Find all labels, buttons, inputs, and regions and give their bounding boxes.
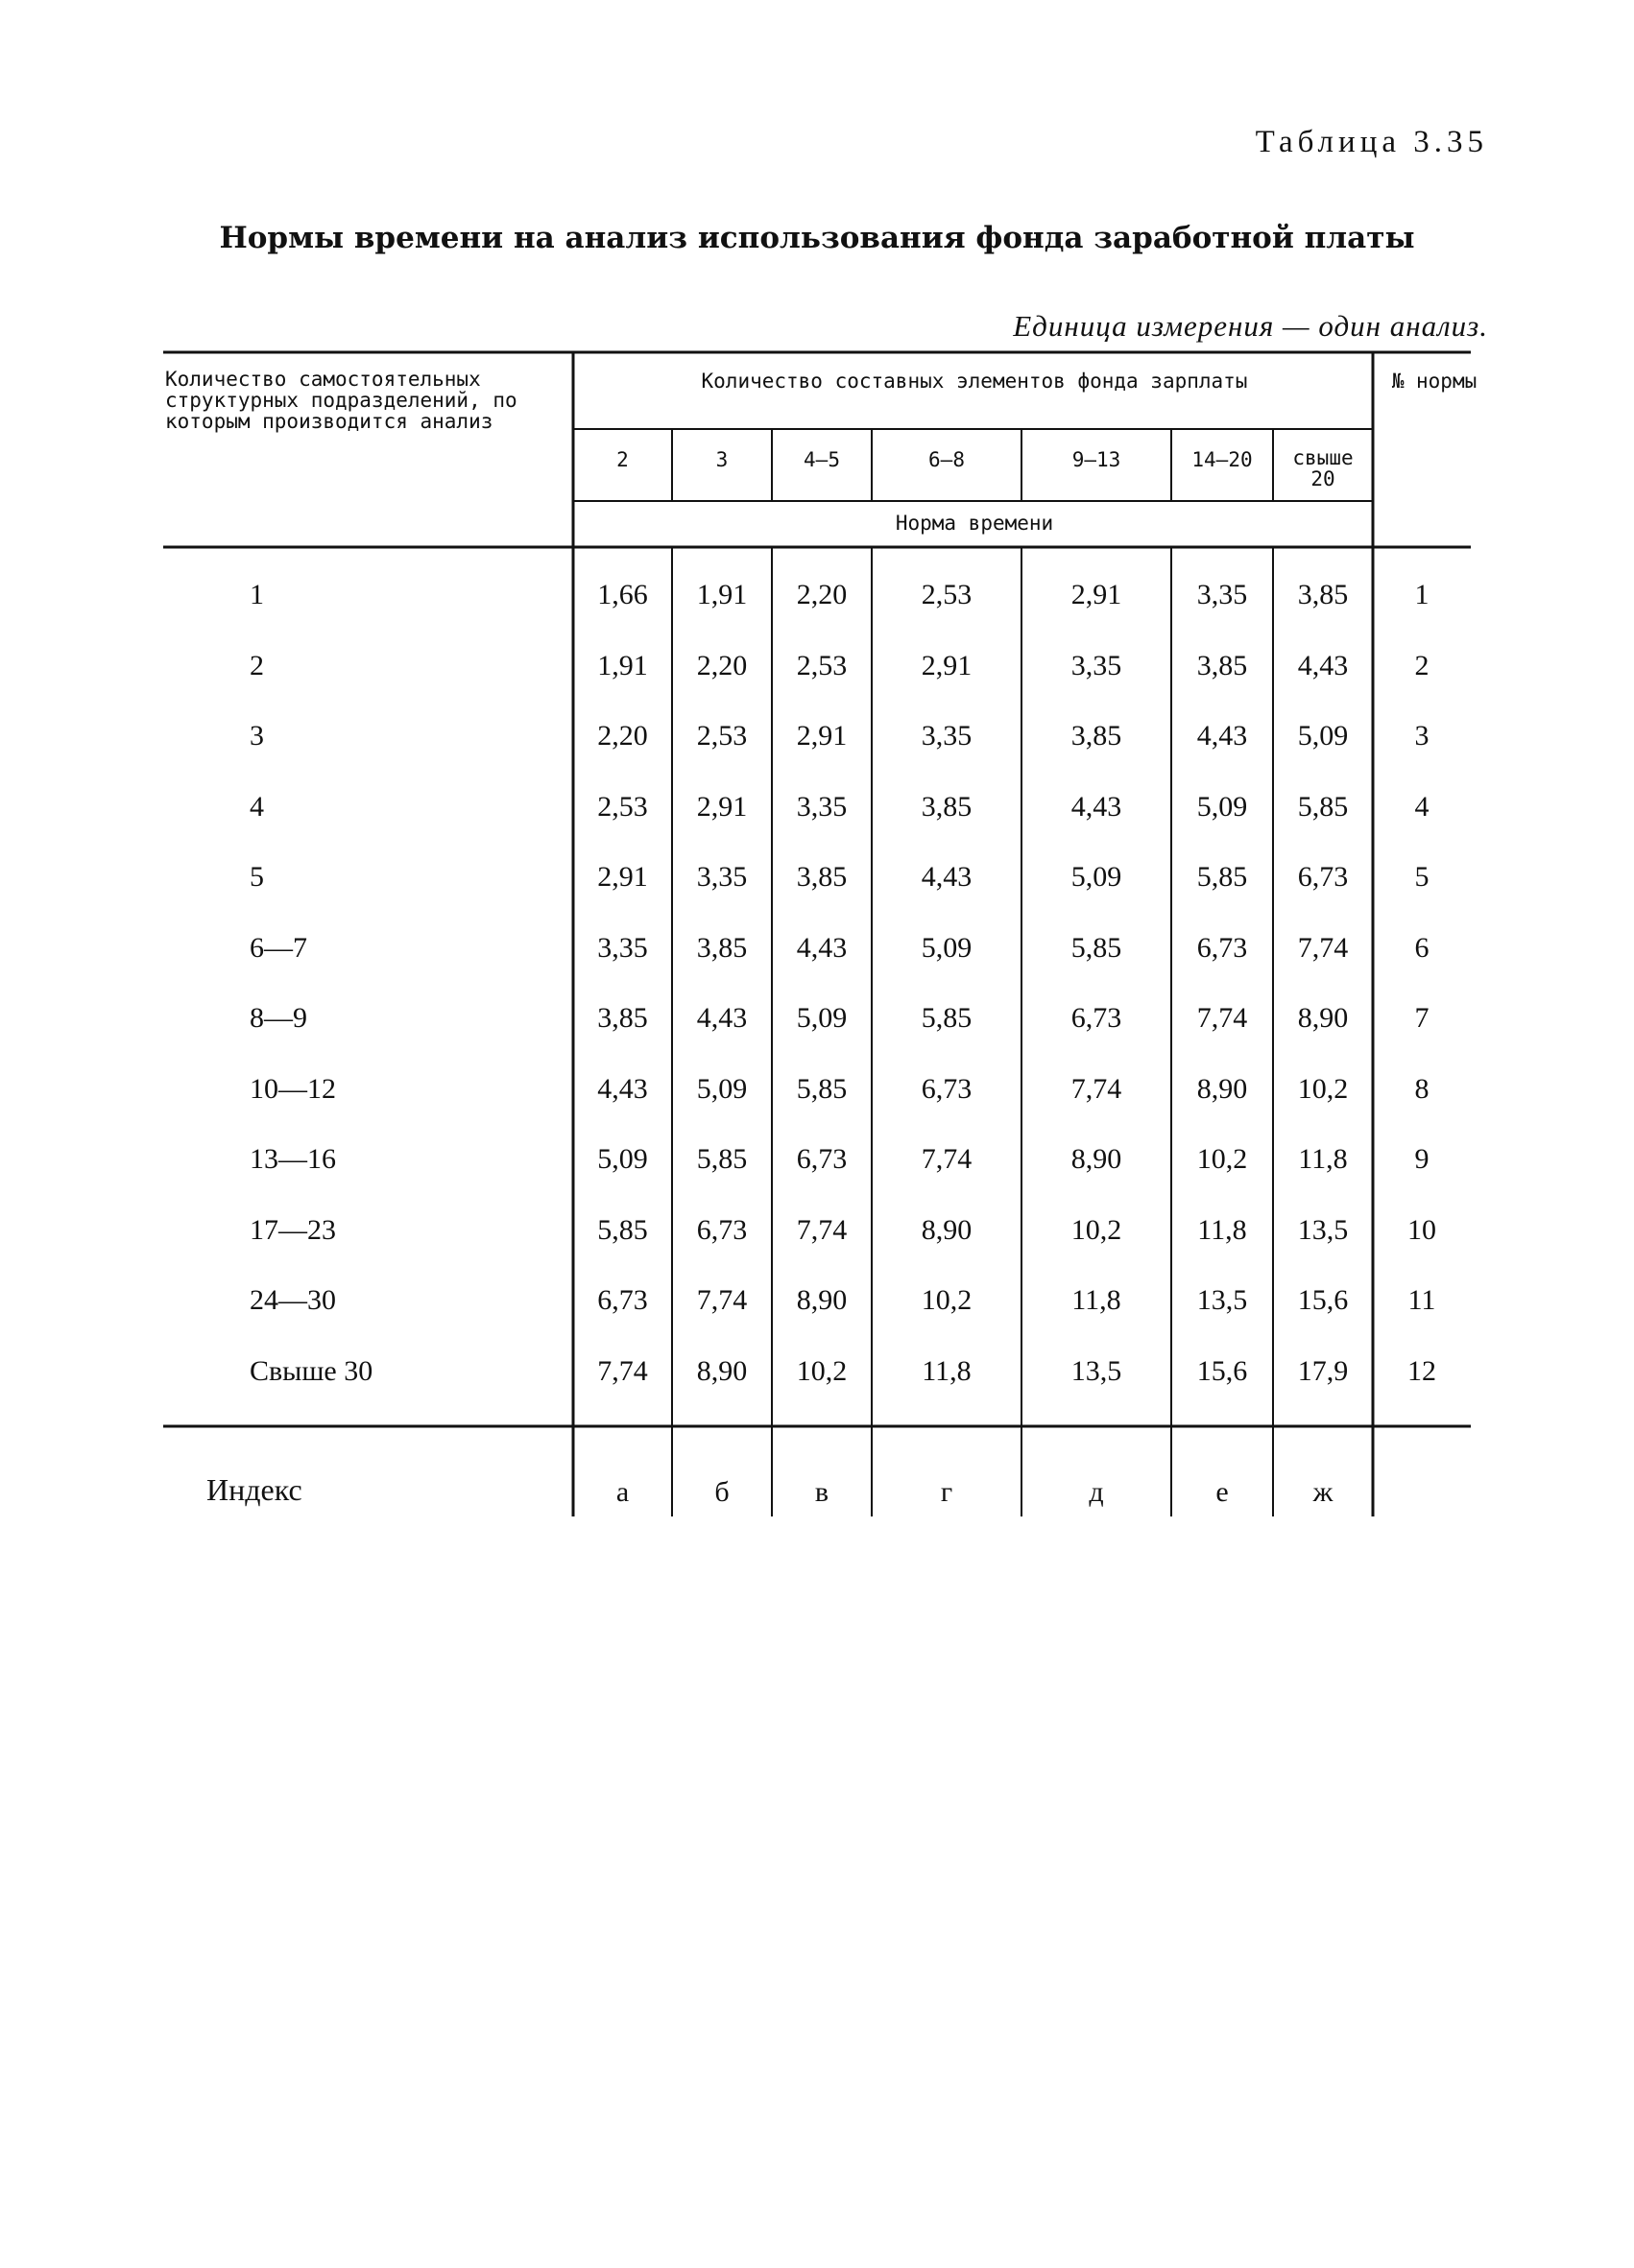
table-cell: 2,91 (696, 791, 748, 823)
table-cell: 8,90 (1070, 1143, 1122, 1175)
table-cell: 3,35 (1070, 650, 1122, 681)
index-cell: г (940, 1476, 953, 1508)
header-element-count: Количество составных элементов фонда зарплаты (701, 370, 1248, 393)
table-cell: 5,09 (1070, 861, 1122, 893)
table-cell: 2,91 (796, 720, 848, 752)
norm-number-cell: 1 (1414, 579, 1430, 610)
table-cell: 7,74 (1070, 1073, 1122, 1105)
row-label: 1 (250, 579, 264, 610)
index-cell: ж (1312, 1476, 1334, 1508)
table-cell: 8,90 (1196, 1073, 1248, 1105)
norm-number-cell: 5 (1414, 861, 1430, 893)
table-cell: 6,73 (1070, 1002, 1122, 1034)
table-cell: 7,74 (1297, 932, 1349, 964)
table-cell: 5,09 (597, 1143, 648, 1175)
norm-number-cell: 12 (1407, 1355, 1436, 1387)
row-label: 5 (250, 861, 264, 893)
table-cell: 6,73 (597, 1284, 648, 1316)
table-title: Нормы времени на анализ использования фонда заработной платы (219, 221, 1415, 255)
table-cell: 3,85 (597, 1002, 648, 1034)
row-label: 2 (250, 650, 264, 681)
row-label: Свыше 30 (250, 1355, 373, 1387)
table-cell: 4,43 (921, 861, 973, 893)
index-cell: д (1089, 1476, 1104, 1508)
index-cell: е (1215, 1476, 1229, 1508)
table-cell: 3,85 (1070, 720, 1122, 752)
column-header: 3 (715, 448, 729, 471)
table-cell: 13,5 (1070, 1355, 1122, 1387)
table-cell: 15,6 (1297, 1284, 1349, 1316)
table-cell: 6,73 (1196, 932, 1248, 964)
table-cell: 4,43 (1070, 791, 1122, 823)
norm-number-cell: 3 (1414, 720, 1430, 752)
row-label: 8—9 (250, 1002, 307, 1034)
table-cell: 3,35 (796, 791, 848, 823)
norm-number-cell: 2 (1414, 650, 1430, 681)
table-cell: 1,91 (597, 650, 648, 681)
row-label: 24—30 (250, 1284, 336, 1316)
table-cell: 5,85 (1196, 861, 1248, 893)
table-cell: 2,91 (597, 861, 648, 893)
row-label: 4 (250, 791, 264, 823)
column-header: 14—20 (1191, 448, 1253, 471)
table-cell: 10,2 (921, 1284, 973, 1316)
table-cell: 3,35 (1196, 579, 1248, 610)
column-header: 9—13 (1071, 448, 1121, 471)
norm-number-cell: 6 (1414, 932, 1430, 964)
table-cell: 8,90 (1297, 1002, 1349, 1034)
table-cell: 5,85 (597, 1214, 648, 1246)
table-cell: 17,9 (1297, 1355, 1349, 1387)
norm-number-cell: 8 (1414, 1073, 1430, 1105)
table-cell: 8,90 (696, 1355, 748, 1387)
row-label: 13—16 (250, 1143, 336, 1175)
table-cell: 7,74 (597, 1355, 648, 1387)
table-cell: 4,43 (597, 1073, 648, 1105)
norm-number-cell: 10 (1407, 1214, 1436, 1246)
table-cell: 2,53 (921, 579, 973, 610)
table-cell: 5,85 (1070, 932, 1122, 964)
table-cell: 7,74 (921, 1143, 973, 1175)
table-cell: 2,20 (796, 579, 848, 610)
column-header: 6—8 (928, 448, 965, 471)
table-cell: 5,09 (796, 1002, 848, 1034)
table-cell: 1,66 (597, 579, 648, 610)
table-cell: 10,2 (796, 1355, 848, 1387)
table-cell: 6,73 (696, 1214, 748, 1246)
column-header: 2 (616, 448, 629, 471)
column-header: 4—5 (804, 448, 840, 471)
row-label: 17—23 (250, 1214, 336, 1246)
table-cell: 10,2 (1297, 1073, 1349, 1105)
table-cell: 3,85 (696, 932, 748, 964)
table-cell: 2,53 (696, 720, 748, 752)
table-cell: 5,85 (796, 1073, 848, 1105)
table-cell: 2,53 (597, 791, 648, 823)
header-norm-number: № нормы (1391, 370, 1478, 393)
table-cell: 4,43 (796, 932, 848, 964)
unit-note: Единица измерения — один анализ. (1013, 309, 1488, 343)
norm-number-cell: 9 (1414, 1143, 1430, 1175)
table-cell: 7,74 (796, 1214, 848, 1246)
row-label: 3 (250, 720, 264, 752)
index-cell: в (814, 1476, 829, 1508)
table-cell: 7,74 (696, 1284, 748, 1316)
table-cell: 7,74 (1196, 1002, 1248, 1034)
table-cell: 13,5 (1297, 1214, 1349, 1246)
table-cell: 3,35 (921, 720, 973, 752)
table-cell: 2,53 (796, 650, 848, 681)
table-cell: 2,20 (696, 650, 748, 681)
column-header: свыше 20 (1292, 446, 1354, 490)
table-cell: 6,73 (1297, 861, 1349, 893)
table-cell: 3,85 (921, 791, 973, 823)
table-cell: 11,8 (1298, 1143, 1348, 1175)
index-cell: б (714, 1476, 730, 1508)
table-cell: 3,35 (696, 861, 748, 893)
header-norm-time: Норма времени (895, 512, 1054, 535)
table-cell: 3,35 (597, 932, 648, 964)
table-cell: 11,8 (922, 1355, 972, 1387)
table-cell: 11,8 (1197, 1214, 1247, 1246)
table-cell: 4,43 (1297, 650, 1349, 681)
header-subdivision-count: Количество самостоятельных структурных подразделений, по которым производится анализ (165, 368, 517, 433)
table-cell: 11,8 (1071, 1284, 1121, 1316)
table-cell: 15,6 (1196, 1355, 1248, 1387)
table-cell: 5,09 (1297, 720, 1349, 752)
index-row-label: Индекс (206, 1472, 302, 1507)
norm-number-cell: 4 (1414, 791, 1430, 823)
norm-number-cell: 11 (1407, 1284, 1436, 1316)
table-cell: 10,2 (1070, 1214, 1122, 1246)
table-cell: 10,2 (1196, 1143, 1248, 1175)
table-cell: 6,73 (921, 1073, 973, 1105)
table-cell: 5,85 (1297, 791, 1349, 823)
table-cell: 3,85 (796, 861, 848, 893)
table-cell: 8,90 (921, 1214, 973, 1246)
table-cell: 4,43 (1196, 720, 1248, 752)
table-cell: 6,73 (796, 1143, 848, 1175)
table-cell: 5,85 (696, 1143, 748, 1175)
row-label: 6—7 (250, 932, 307, 964)
norm-number-cell: 7 (1414, 1002, 1430, 1034)
table-cell: 5,85 (921, 1002, 973, 1034)
table-cell: 8,90 (796, 1284, 848, 1316)
table-cell: 5,09 (1196, 791, 1248, 823)
table-cell: 5,09 (696, 1073, 748, 1105)
table-cell: 1,91 (696, 579, 748, 610)
table-cell: 2,91 (1070, 579, 1122, 610)
table-cell: 2,91 (921, 650, 973, 681)
table-cell: 3,85 (1297, 579, 1349, 610)
table-cell: 5,09 (921, 932, 973, 964)
row-label: 10—12 (250, 1073, 336, 1105)
table-cell: 2,20 (597, 720, 648, 752)
table-cell: 3,85 (1196, 650, 1248, 681)
index-cell: а (615, 1476, 630, 1508)
table-cell: 4,43 (696, 1002, 748, 1034)
table-number: Таблица 3.35 (1255, 125, 1488, 159)
table-cell: 13,5 (1196, 1284, 1248, 1316)
